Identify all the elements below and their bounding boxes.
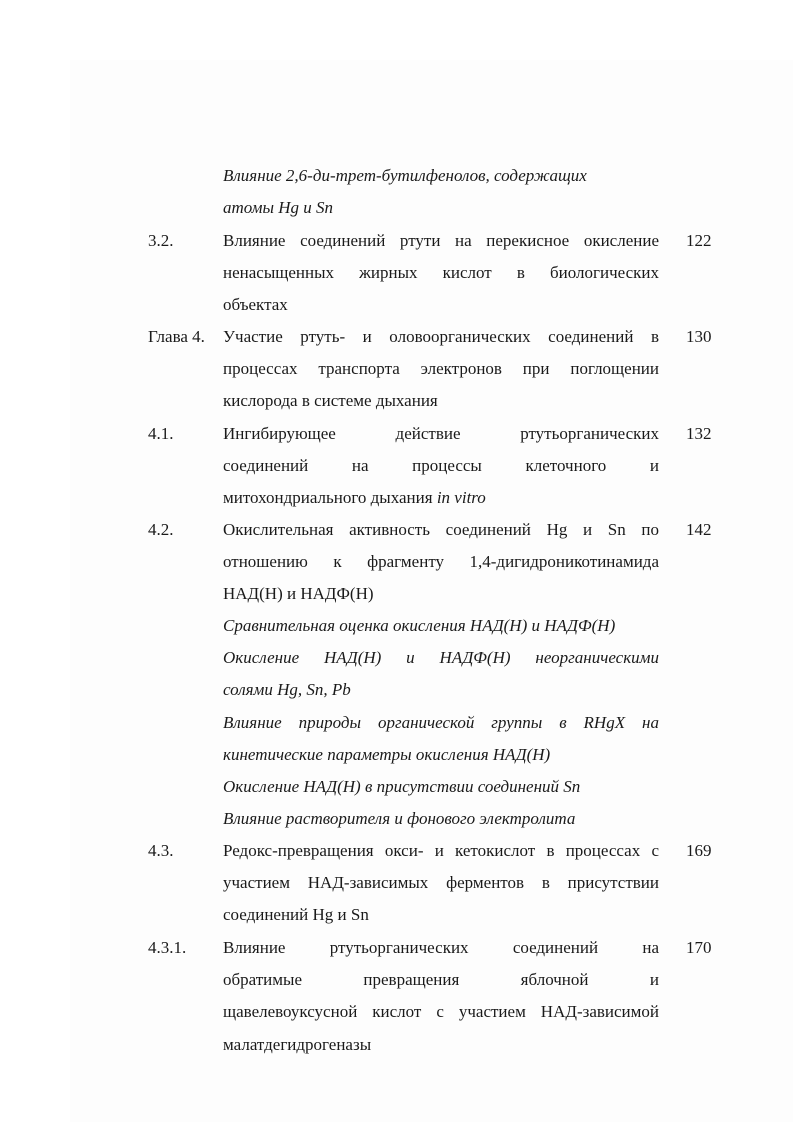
title-line [223,739,659,771]
title-line [223,321,659,353]
title-line-text: щавелевоуксусной кислот с участием НАД-зависимой [223,1002,659,1022]
title-line-text: Сравнительная оценка окисления НАД(Н) и НАДФ(Н) [223,616,616,635]
section-title [223,514,659,611]
section-number: 4.2. [148,520,174,539]
section-number: 4.3.1. [148,938,187,957]
title-line-text: НАД(Н) и НАДФ(Н) [223,584,374,604]
page-number: 132 [686,424,712,443]
title-line-text: Влияние ртутьорганических соединений на [223,938,659,957]
section-title [223,835,659,932]
title-line [223,1029,659,1061]
title-line [223,450,659,482]
section-number: 3.2. [148,231,174,250]
page-number: 130 [686,327,712,346]
title-line-text: соединений Hg и Sn [223,905,369,925]
title-line [223,964,659,996]
title-line [223,578,659,610]
section-title [223,932,659,1061]
title-line-text: Окисление НАД(Н) и НАДФ(Н) неорганическими [223,648,659,668]
section-title [223,160,659,224]
title-line-italic: in vitro [436,488,486,508]
title-line [223,160,659,192]
title-line-text: кислорода в системе дыхания [223,391,438,411]
page-number: 142 [686,520,712,539]
section-title [223,321,659,418]
title-line [223,192,659,224]
title-line [223,353,659,385]
title-line-text: участием НАД-зависимых ферментов в присутствии [223,873,659,893]
title-line-text: Редокс-превращения окси- и кетокислот в процессах с [223,841,659,860]
page-number: 170 [686,938,712,957]
section-title [223,418,659,515]
title-line [223,932,659,964]
title-line [223,707,659,739]
title-line-text: Окисление НАД(Н) в присутствии соединений Sn [223,776,581,796]
title-line-text: Влияние 2,6-ди-трет-бутилфенолов, содержащих [223,166,587,185]
title-line [223,257,659,289]
page-number: 122 [686,231,712,250]
section-number: 4.3. [148,841,174,860]
title-line-text: митохондриального дыхания [223,488,433,508]
title-line [223,385,659,417]
title-line-text: объектах [223,295,288,315]
title-line-text: Влияние соединений ртути на перекисное окисление [223,231,659,250]
title-line-text: Влияние природы органической группы в RHgX на [223,712,659,732]
title-line-text: Влияние растворителя и фонового электролита [223,809,576,829]
title-line [223,482,659,514]
title-line-text: соединений на процессы клеточного и [223,456,659,476]
title-line-text: Окислительная активность соединений Hg и Sn по [223,520,659,539]
title-line [223,546,659,578]
section-number: 4.1. [148,424,174,443]
title-line [223,514,659,546]
title-line-text: отношению к фрагменту 1,4-дигидроникотинамида [223,552,659,572]
section-title [223,610,659,835]
title-line-text: солями Hg, Sn, Pb [223,680,351,700]
title-line-text: Участие ртуть- и оловоорганических соединений в [223,327,659,346]
title-line-text: обратимые превращения яблочной и [223,970,659,990]
section-number: Глава 4. [148,327,205,346]
title-line [223,674,659,706]
title-line-text: атомы Hg и Sn [223,198,334,218]
title-line [223,835,659,867]
title-line [223,803,659,835]
title-line-text: ненасыщенных жирных кислот в биологических [223,263,659,283]
title-line-text: кинетические параметры окисления НАД(Н) [223,744,551,764]
title-line-text: процессах транспорта электронов при поглощении [223,359,659,379]
title-line [223,771,659,803]
title-line [223,996,659,1028]
section-title [223,225,659,322]
title-line [223,418,659,450]
title-line [223,867,659,899]
title-line [223,225,659,257]
title-line [223,289,659,321]
title-line [223,610,659,642]
title-line [223,899,659,931]
title-line-text: малатдегидрогеназы [223,1034,372,1054]
page-number: 169 [686,841,712,860]
title-line-text: Ингибирующее действие ртутьорганических [223,424,659,443]
title-line [223,642,659,674]
